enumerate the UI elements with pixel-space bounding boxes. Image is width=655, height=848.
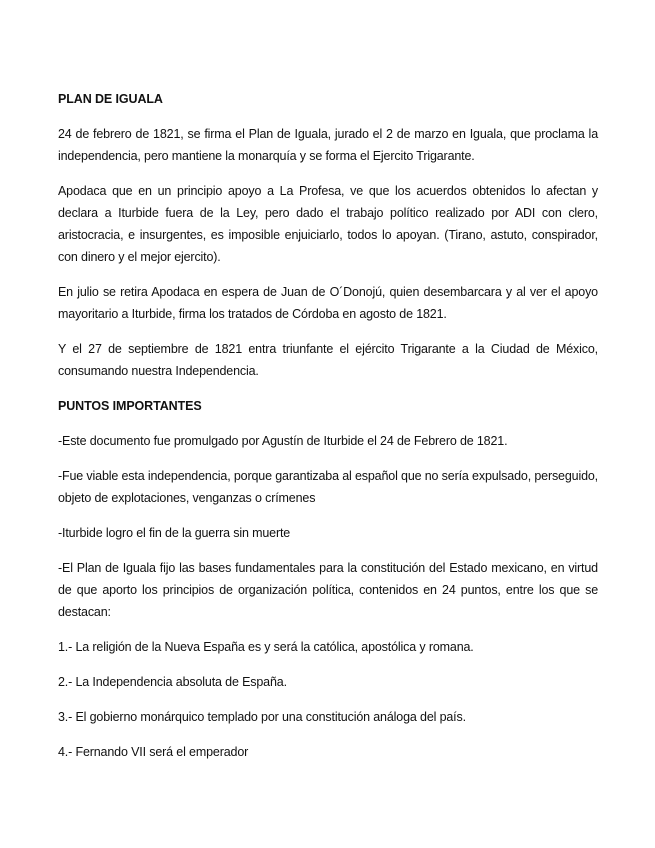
paragraph-trigarante-entry: Y el 27 de septiembre de 1821 entra triunfante el ejército Trigarante a la Ciudad de México, consumando nuestra Independencia. bbox=[58, 342, 598, 378]
numbered-item-3: 3.- El gobierno monárquico templado por una constitución análoga del país. bbox=[58, 710, 466, 724]
document-title: PLAN DE IGUALA bbox=[58, 92, 163, 106]
numbered-item-4: 4.- Fernando VII será el emperador bbox=[58, 745, 249, 759]
point-viable: -Fue viable esta independencia, porque garantizaba al español que no sería expulsado, perseguido, objeto de explotaciones, venganzas o crímenes bbox=[58, 469, 599, 505]
paragraph-odonoju: En julio se retira Apodaca en espera de Juan de O´Donojú, quien desembarcara y al ver el apoyo mayoritario a Iturbide, firma los tratados de Córdoba en agosto de 1821. bbox=[58, 285, 598, 321]
numbered-item-1: 1.- La religión de la Nueva España es y será la católica, apostólica y romana. bbox=[58, 640, 474, 654]
section-heading: PUNTOS IMPORTANTES bbox=[58, 399, 202, 413]
numbered-item-2: 2.- La Independencia absoluta de España. bbox=[58, 675, 287, 689]
point-promulgated: -Este documento fue promulgado por Agustín de Iturbide el 24 de Febrero de 1821. bbox=[58, 434, 508, 448]
paragraph-apodaca: Apodaca que en un principio apoyo a La Profesa, ve que los acuerdos obtenidos lo afectan y declara a Iturbide fuera de la Ley, pero dado el trabajo político realizado por ADI con clero, aristocracia, e insurgentes, es imposible enjuiciarlo, todos lo apoyan. (Tirano, astuto, conspirador, con dinero y el mejor ejercito). bbox=[58, 184, 598, 264]
paragraph-plan-signed: 24 de febrero de 1821, se firma el Plan de Iguala, jurado el 2 de marzo en Iguala, que proclama la independencia, pero mantiene la monarquía y se forma el Ejercito Trigarante. bbox=[58, 127, 598, 163]
point-no-death: -Iturbide logro el fin de la guerra sin muerte bbox=[58, 526, 291, 540]
document-page bbox=[58, 88, 598, 776]
point-constitution-bases: -El Plan de Iguala fijo las bases fundamentales para la constitución del Estado mexicano, en virtud de que aporto los principios de organización política, contenidos en 24 puntos, entre los que se destacan: bbox=[58, 561, 598, 619]
